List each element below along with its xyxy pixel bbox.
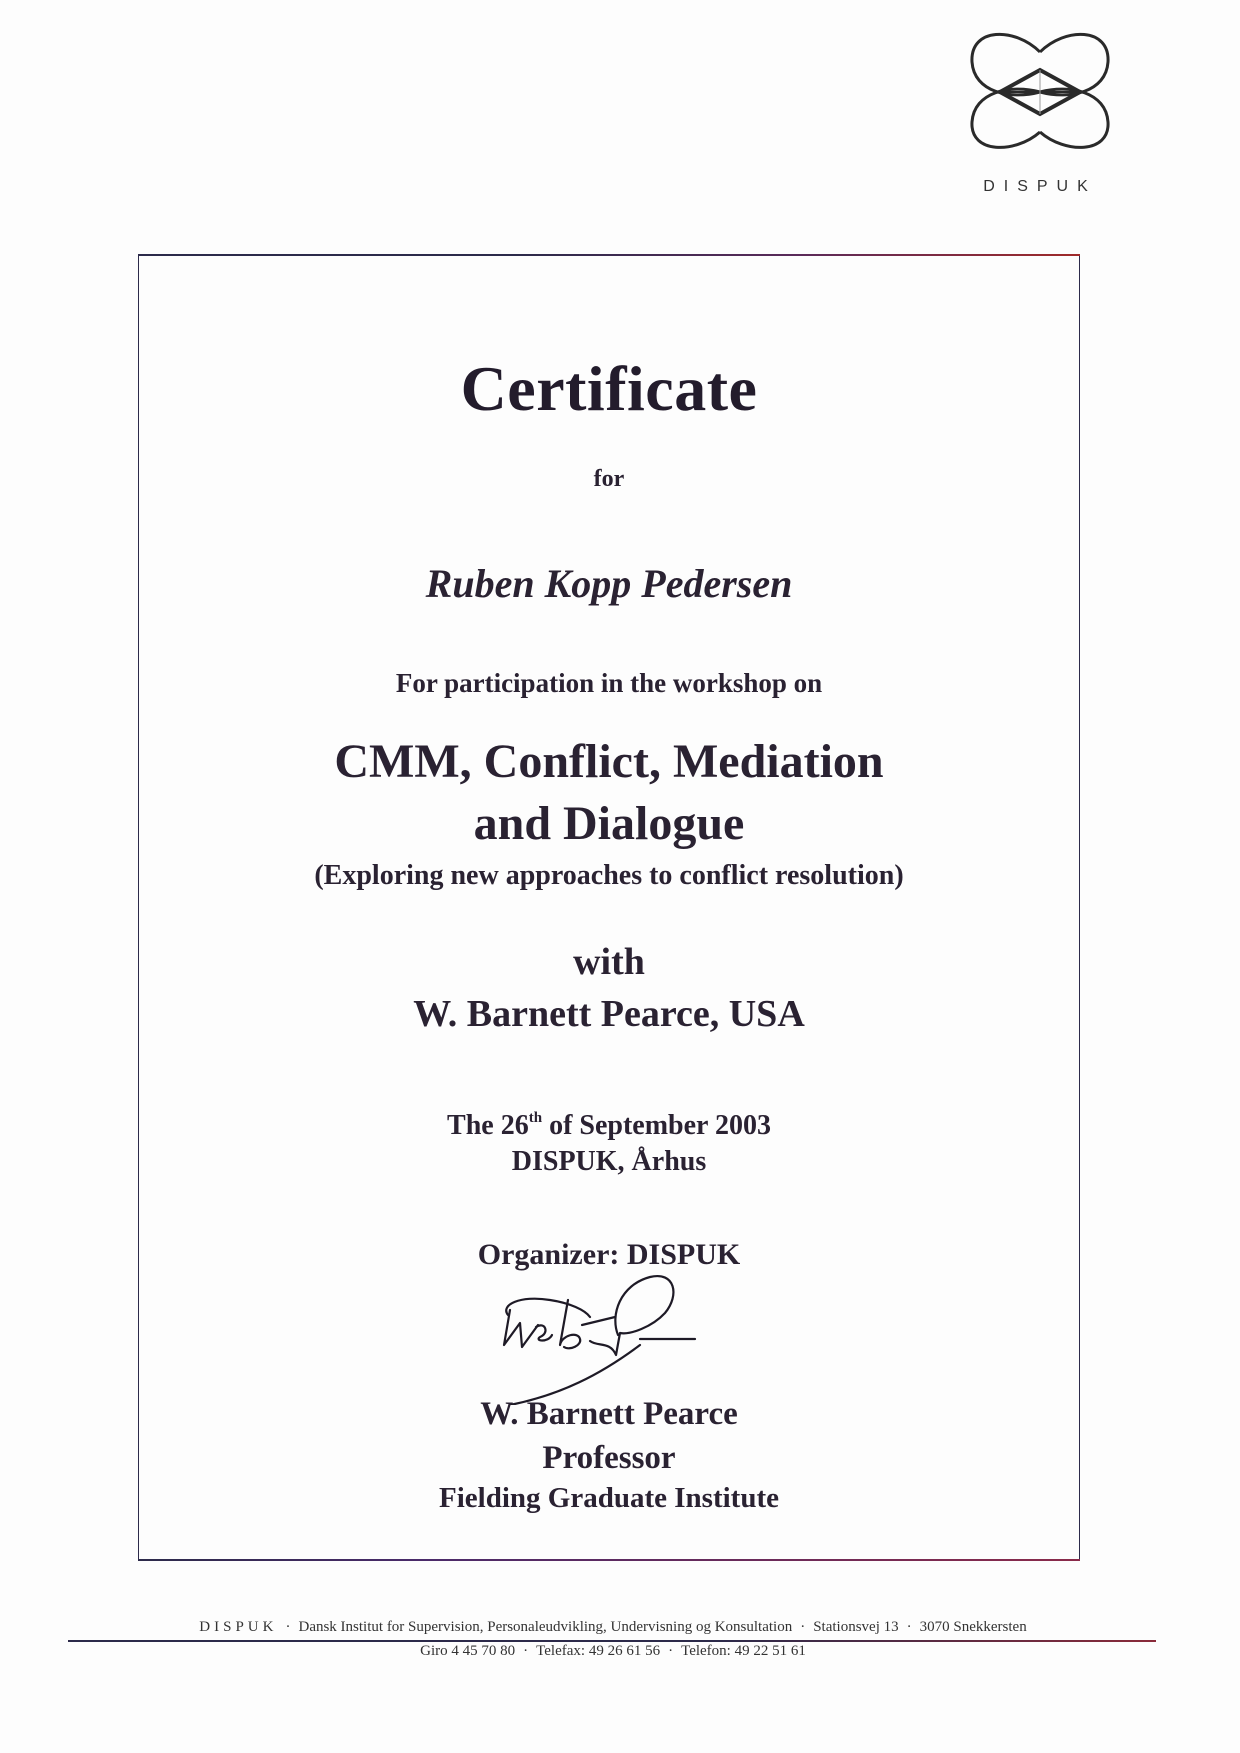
footer-telefon: Telefon: 49 22 51 61 [681,1643,806,1659]
frame-top-border [138,254,1080,256]
footer-brand: DISPUK [199,1619,278,1635]
dispuk-logo [950,22,1130,202]
date-suffix: of September 2003 [542,1110,771,1141]
date-ordinal: th [528,1110,543,1126]
signatory-title: Professor [542,1440,676,1476]
footer-contact-line: Giro 4 45 70 80 · Telefax: 49 26 61 56 · Telefon: 49 22 51 61 [420,1643,806,1659]
workshop-title-line2: and Dialogue [473,797,745,850]
workshop-subtitle: (Exploring new approaches to conflict resolution) [314,860,904,891]
presenter-name: W. Barnett Pearce, USA [413,993,805,1035]
certificate-title: Certificate [460,353,758,424]
footer-telefax: Telefax: 49 26 61 56 [536,1643,661,1659]
for-label: for [593,466,625,492]
handwritten-signature [490,1255,750,1405]
footer-address-line: DISPUK · Dansk Institut for Supervision, Personaleudvikling, Undervisning og Konsultation · Stationsvej 13 · 3070 Snekkersten [199,1619,1027,1635]
footer-institute: Dansk Institut for Supervision, Personaleudvikling, Undervisning og Konsultation [298,1619,793,1635]
footer-postcode: 3070 Snekkersten [919,1619,1027,1635]
footer-divider [68,1640,1156,1642]
frame-bottom-border [138,1559,1080,1561]
recipient-name: Ruben Kopp Pedersen [425,561,793,606]
workshop-date [138,1110,1080,1142]
signatory-name: W. Barnett Pearce [480,1396,738,1432]
workshop-title-line1: CMM, Conflict, Mediation [334,735,884,788]
with-label: with [573,941,645,983]
footer-street: Stationsvej 13 [813,1619,899,1635]
dispuk-knot-icon [960,22,1120,162]
date-prefix: The 26 [447,1110,529,1141]
organizer-label: Organizer: DISPUK [477,1238,741,1271]
footer-giro: Giro 4 45 70 80 [420,1643,516,1659]
workshop-location: DISPUK, Århus [511,1146,707,1177]
signatory-institution: Fielding Graduate Institute [439,1482,779,1514]
logo-wordmark: DISPUK [983,178,1097,195]
participation-text: For participation in the workshop on [395,668,823,698]
